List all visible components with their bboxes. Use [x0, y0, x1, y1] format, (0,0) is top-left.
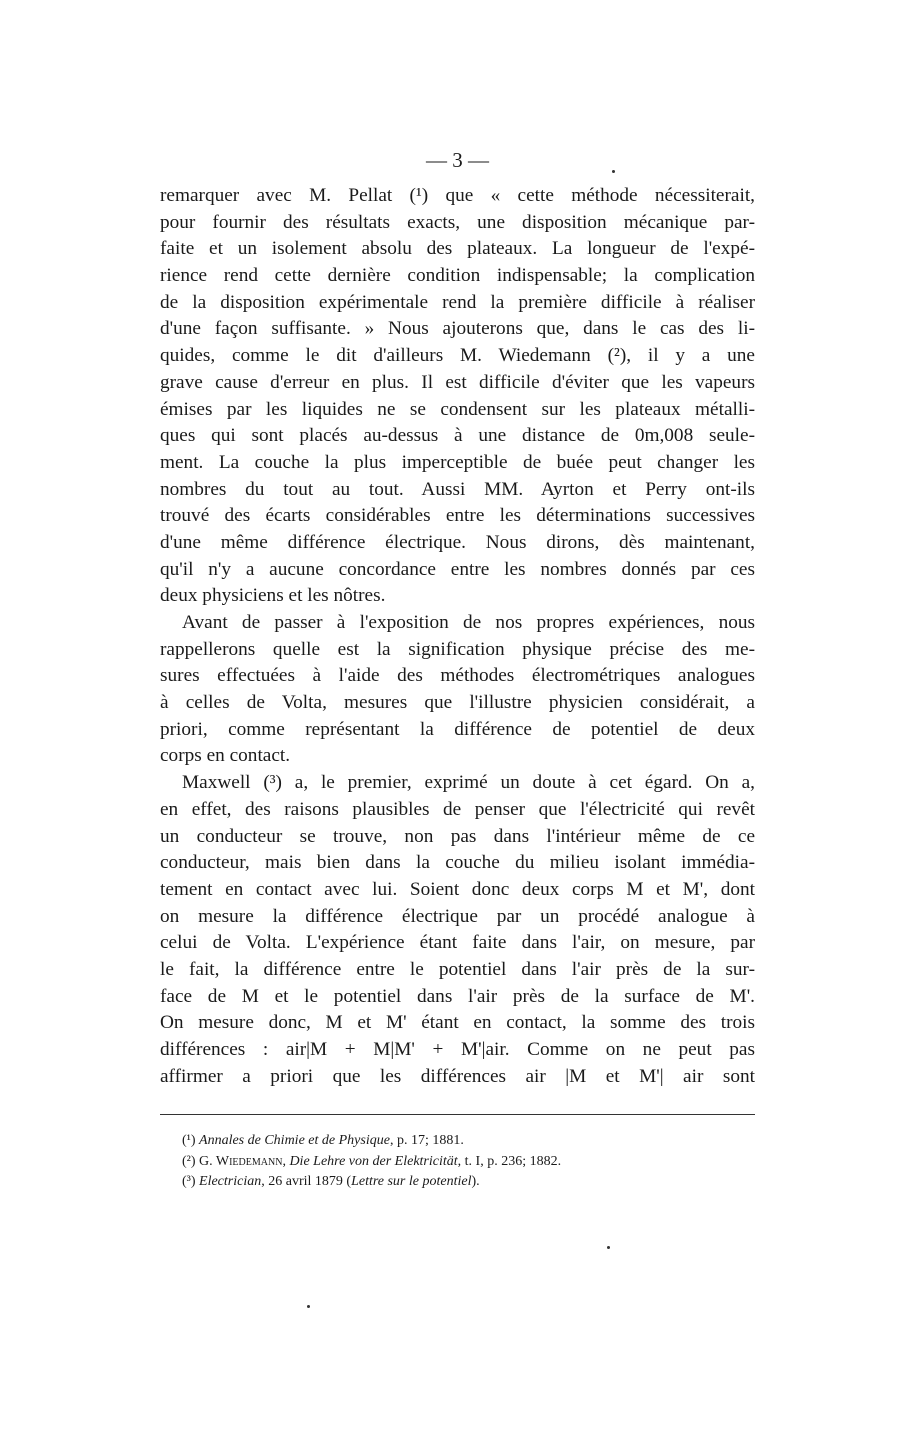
text-line: d'une même différence électrique. Nous dirons, dès maintenant,	[160, 531, 755, 553]
text-line: corps en contact.	[160, 745, 291, 767]
footnote-mark: (³)	[182, 1174, 196, 1189]
text-line: en effet, des raisons plausibles de penser que l'électricité qui revêt	[160, 798, 755, 820]
footnote-3	[182, 1172, 742, 1193]
text-line: tement en contact avec lui. Soient donc deux corps M et M', dont	[160, 878, 755, 900]
text-line: à celles de Volta, mesures que l'illustre physicien considérait, a	[160, 692, 755, 714]
text-line: rience rend cette dernière condition indispensable; la complication	[160, 265, 755, 287]
footnote-end: ).	[471, 1174, 480, 1189]
text-line: grave cause d'erreur en plus. Il est difficile d'éviter que les vapeurs	[160, 371, 755, 393]
text-line: priori, comme représentant la différence de potentiel de deux	[160, 718, 755, 740]
footnote-author: G. Wiedemann	[199, 1153, 283, 1169]
text-line: un conducteur se trouve, non pas dans l'intérieur même de ce	[160, 825, 755, 847]
footnote-rest: , t. I, p. 236; 1882.	[457, 1153, 562, 1169]
text-line: conducteur, mais bien dans la couche du milieu isolant immédia-	[160, 852, 755, 874]
text-line: sures effectuées à l'aide des méthodes électrométriques analogues	[160, 665, 755, 687]
footnote-source: Annales de Chimie et de Physique	[199, 1133, 390, 1148]
print-speck	[607, 1246, 610, 1249]
footnote-note: Lettre sur le potentiel	[351, 1174, 472, 1189]
text-line: de la disposition expérimentale rend la première difficile à réaliser	[160, 291, 755, 313]
text-line: On mesure donc, M et M' étant en contact, la somme des trois	[160, 1012, 755, 1034]
print-speck	[307, 1305, 310, 1308]
footnote-1	[182, 1131, 742, 1152]
page-number: — 3 —	[426, 148, 489, 172]
text-line: on mesure la différence électrique par un procédé analogue à	[160, 905, 755, 927]
body-text	[160, 183, 755, 1090]
text-line: rappellerons quelle est la signification physique précise des me-	[160, 638, 755, 660]
text-line: nombres du tout au tout. Aussi MM. Ayrton et Perry ont-ils	[160, 478, 755, 500]
text-line: ques qui sont placés au-dessus à une distance de 0m,008 seule-	[160, 425, 755, 447]
footnote-2: (²) G. Wiedemann, Die Lehre von der Elektricität, t. I, p. 236; 1882.	[182, 1153, 562, 1169]
text-line: d'une façon suffisante. » Nous ajouterons que, dans le cas des li-	[160, 318, 755, 340]
text-line: ment. La couche la plus imperceptible de buée peut changer les	[160, 451, 755, 473]
text-line: celui de Volta. L'expérience étant faite dans l'air, on mesure, par	[160, 932, 755, 954]
text-line: remarquer avec M. Pellat (¹) que « cette méthode nécessiterait,	[160, 185, 755, 206]
footnote-title: Die Lehre von der Elektricität	[289, 1153, 458, 1169]
footnote-source: Electrician	[199, 1174, 262, 1189]
footnote-rest: , p. 17; 1881.	[389, 1133, 464, 1148]
text-line: affirmer a priori que les différences air |M et M'| air sont	[160, 1065, 755, 1087]
text-line: trouvé des écarts considérables entre les déterminations successives	[160, 505, 755, 527]
footnote-rule	[160, 1114, 755, 1115]
print-speck	[612, 170, 615, 173]
footnote-mark: (¹)	[182, 1133, 196, 1148]
text-line: Maxwell (³) a, le premier, exprimé un doute à cet égard. On a,	[182, 772, 755, 794]
text-line: pour fournir des résultats exacts, une disposition mécanique par-	[160, 211, 755, 233]
text-line: quides, comme le dit d'ailleurs M. Wiedemann (²), il y a une	[160, 345, 755, 367]
footnote-mark: (²)	[182, 1153, 196, 1169]
footnotes	[182, 1131, 742, 1193]
text-line: différences : air|M + M|M' + M'|air. Comme on ne peut pas	[160, 1039, 755, 1060]
text-line: émises par les liquides ne se condensent sur les plateaux métalli-	[160, 398, 755, 420]
text-line: face de M et le potentiel dans l'air près de la surface de M'.	[160, 985, 755, 1007]
text-line: le fait, la différence entre le potentiel dans l'air près de la sur-	[160, 958, 755, 980]
text-line: faite et un isolement absolu des plateaux. La longueur de l'expé-	[160, 238, 755, 260]
text-line: deux physiciens et les nôtres.	[160, 585, 386, 607]
text-line: qu'il n'y a aucune concordance entre les nombres donnés par ces	[160, 558, 755, 580]
text-line: Avant de passer à l'exposition de nos propres expériences, nous	[182, 612, 755, 633]
footnote-mid: , 26 avril 1879 (	[261, 1174, 352, 1189]
